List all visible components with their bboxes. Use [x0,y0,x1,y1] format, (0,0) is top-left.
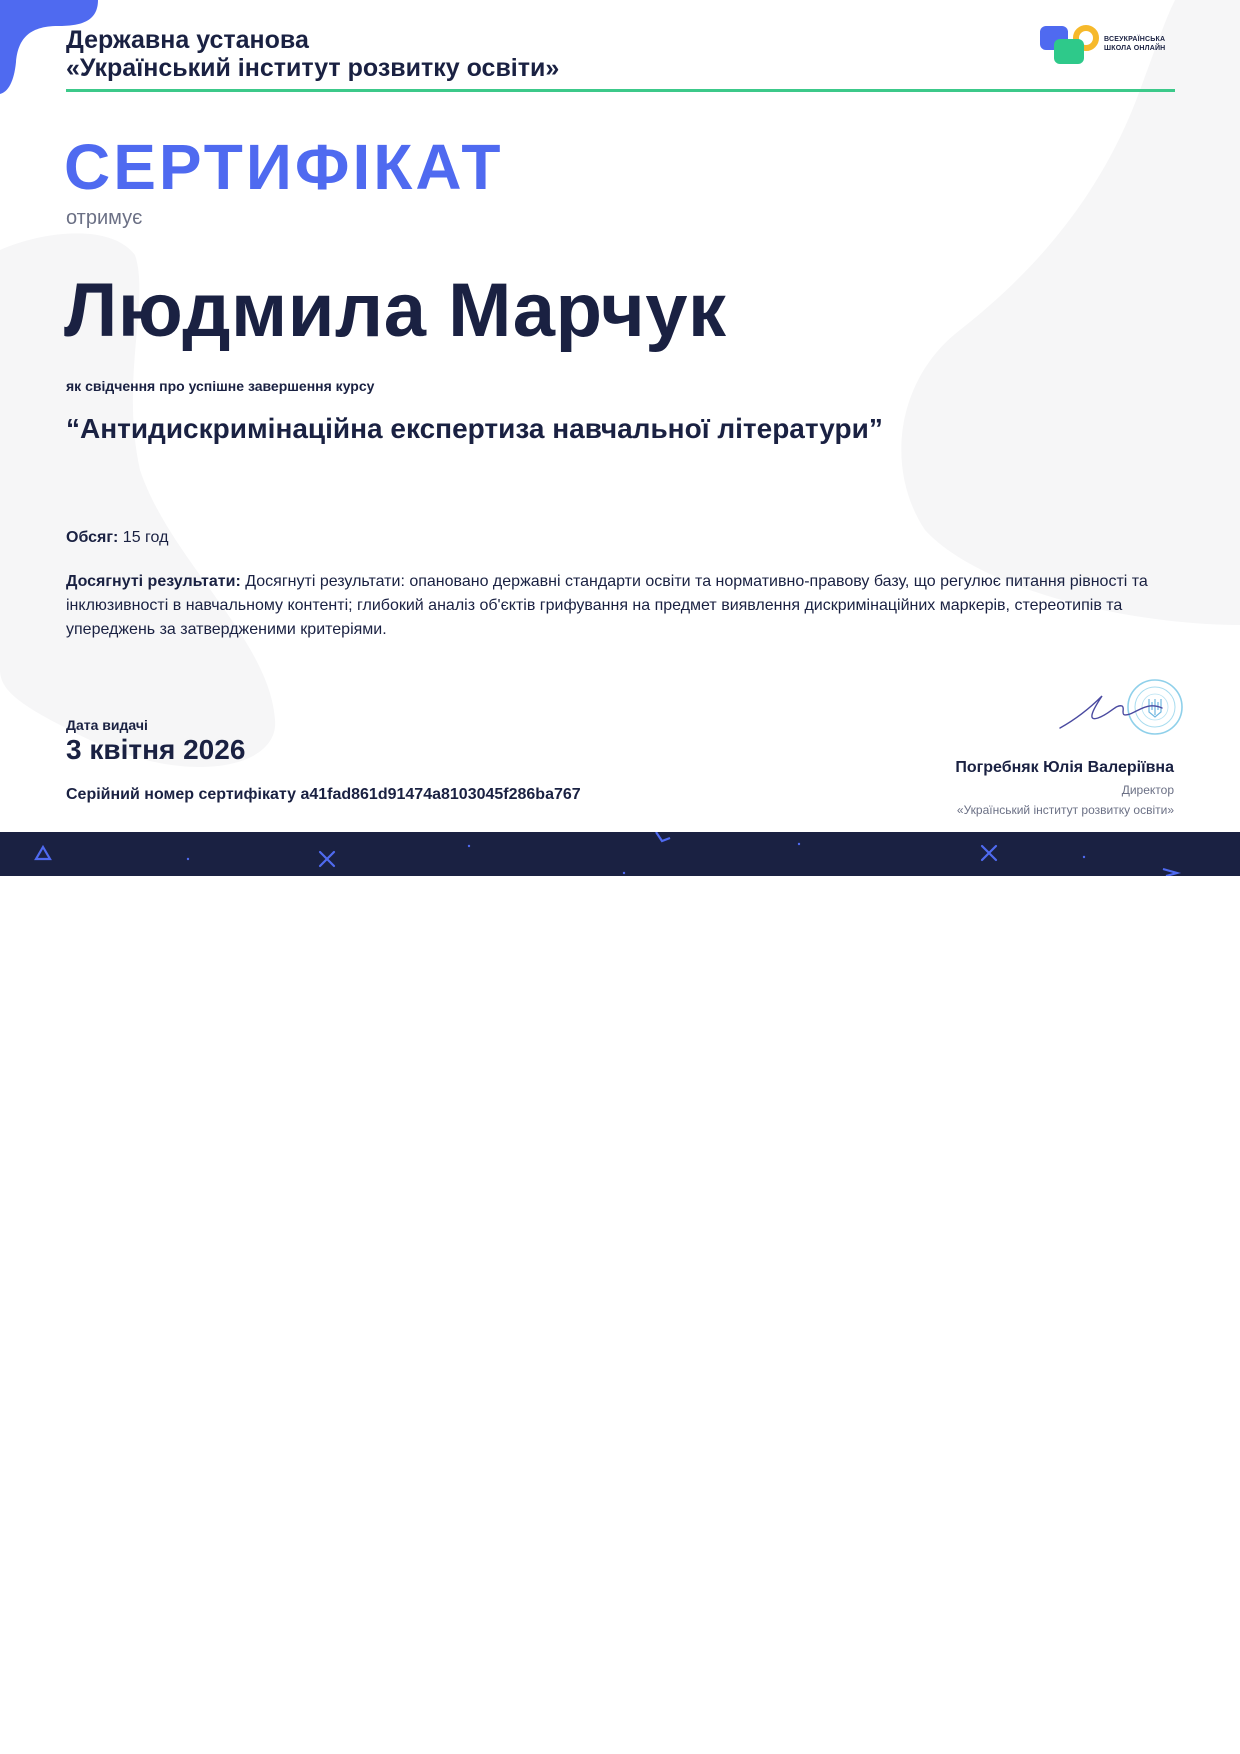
serial-number-label: Серійний номер сертифікату [66,786,296,803]
organization-line-2: «Український інститут розвитку освіти» [66,54,560,82]
certificate-title: СЕРТИФІКАТ [64,131,504,203]
serial-number-value: a41fad861d91474a8103045f286ba767 [300,786,581,803]
course-results [66,570,1176,642]
triangle-icon [36,847,50,859]
organization-name [66,26,559,82]
results-text: Досягнуті результати: опановано державні стандарти освіти та нормативно-правову базу, що регулює питання рівності та інклюзивності в навчальному контенті; глибокий аналіз об'єктів грифування на предмет виявлення дискримінаційних маркерів, стереотипів та упереджень за затвердженими критеріями. [66,573,1148,638]
receives-label: отримує [66,207,143,229]
school-logo-text [1104,35,1165,53]
volume-value: 15 год [122,529,169,546]
triangle-icon [1163,869,1177,876]
school-logo-line-2: ШКОЛА ОНЛАЙН [1104,45,1166,52]
right-blob-shape [901,0,1240,625]
dot-icon [798,843,800,845]
signer-organization: «Український інститут розвитку освіти» [956,803,1174,817]
course-volume [66,528,168,548]
footer-band [0,832,1240,876]
issue-date-value: 3 квітня 2026 [66,734,246,765]
signature-icon [1060,696,1162,728]
school-logo-icon [1040,24,1102,66]
school-logo [1040,24,1178,66]
results-label: Досягнуті результати: [66,573,241,590]
completion-statement: як свідчення про успішне завершення курсу [66,378,375,394]
school-logo-line-1: ВСЕУКРАЇНСЬКА [1104,36,1166,43]
recipient-name: Людмила Марчук [64,268,727,353]
certificate-page [0,0,1240,876]
serial-number [66,785,581,805]
header-divider [66,89,1175,92]
dot-icon [468,845,470,847]
footer-decoration [0,832,1240,876]
signer-role: Директор [1121,783,1174,797]
signature-stamp [1050,672,1210,746]
course-title: “Антидискримінаційна експертиза навчальної літератури” [66,413,883,444]
cross-icon [320,852,334,866]
issue-date-label: Дата видачі [66,717,148,733]
organization-line-1: Державна установа [66,26,309,54]
dot-icon [1083,856,1085,858]
dot-icon [187,858,189,860]
cross-icon [982,846,996,860]
dot-icon [623,872,625,874]
signer-name: Погребняк Юлія Валеріївна [955,759,1174,776]
stamp-seal-icon [1128,680,1182,734]
triangle-icon [656,832,670,841]
volume-label: Обсяг: [66,529,119,546]
